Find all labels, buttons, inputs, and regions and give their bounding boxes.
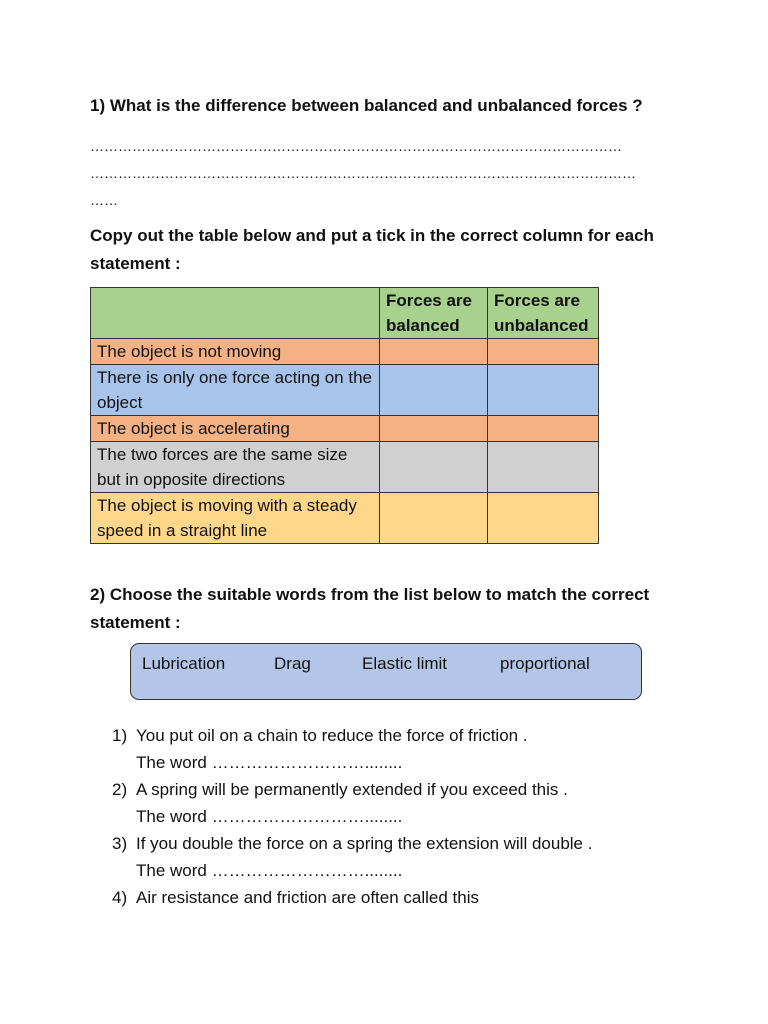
statement-number: 3) [112,834,128,853]
question-2-title: 2) Choose the suitable words from the list below to match the correct statement : [90,585,650,632]
table-row [91,416,599,442]
statement-number: 2) [112,780,128,799]
list-item [112,830,592,884]
table-row [91,365,599,416]
question-1-title: 1) What is the difference between balanced and unbalanced forces ? [90,96,643,115]
statement-number: 4) [112,888,128,907]
unbalanced-tick-cell[interactable] [488,442,599,493]
word-answer-line[interactable]: The word ………………………........ [136,753,403,772]
table-header-row [91,288,599,339]
balanced-tick-cell[interactable] [380,442,488,493]
statement-text: You put oil on a chain to reduce the force of friction . [136,726,528,745]
statement-cell: There is only one force acting on the object [91,365,380,416]
statement-number: 1) [112,726,128,745]
header-unbalanced-cell: Forces are unbalanced [488,288,599,339]
table-row [91,442,599,493]
unbalanced-tick-cell[interactable] [488,416,599,442]
word-lubrication: Lubrication [142,654,226,673]
unbalanced-tick-cell[interactable] [488,365,599,416]
word-answer-line[interactable]: The word ………………………........ [136,807,403,826]
matching-statements-list [112,722,592,911]
header-statement-cell [91,288,380,339]
list-item [112,884,592,911]
statement-cell: The two forces are the same size but in opposite directions [91,442,380,493]
word-drag: Drag [274,654,311,673]
word-answer-line[interactable]: The word ………………………........ [136,861,403,880]
forces-table [90,287,599,544]
balanced-tick-cell[interactable] [380,339,488,365]
statement-cell: The object is moving with a steady speed in a straight line [91,493,380,544]
word-elastic-limit: Elastic limit [362,654,448,673]
answer-dot-line-2[interactable]: ……………………………………………………………………………………………………… [90,165,636,181]
word-list-box [130,643,642,700]
balanced-tick-cell[interactable] [380,365,488,416]
table-instruction: Copy out the table below and put a tick in the correct column for each statement : [90,226,654,273]
statement-text: A spring will be permanently extended if you exceed this . [136,780,568,799]
statement-text: Air resistance and friction are often called this [136,888,480,907]
unbalanced-tick-cell[interactable] [488,493,599,544]
balanced-tick-cell[interactable] [380,416,488,442]
statement-cell: The object is accelerating [91,416,380,442]
header-balanced-cell: Forces are balanced [380,288,488,339]
statement-text: If you double the force on a spring the extension will double . [136,834,593,853]
word-proportional: proportional [500,654,590,673]
list-item [112,722,592,776]
unbalanced-tick-cell[interactable] [488,339,599,365]
answer-dot-line-1[interactable]: …………………………………………………………………………………………………… [90,138,622,154]
balanced-tick-cell[interactable] [380,493,488,544]
table-row [91,339,599,365]
answer-dot-line-3[interactable]: …… [90,192,118,208]
table-row [91,493,599,544]
list-item [112,776,592,830]
statement-cell: The object is not moving [91,339,380,365]
